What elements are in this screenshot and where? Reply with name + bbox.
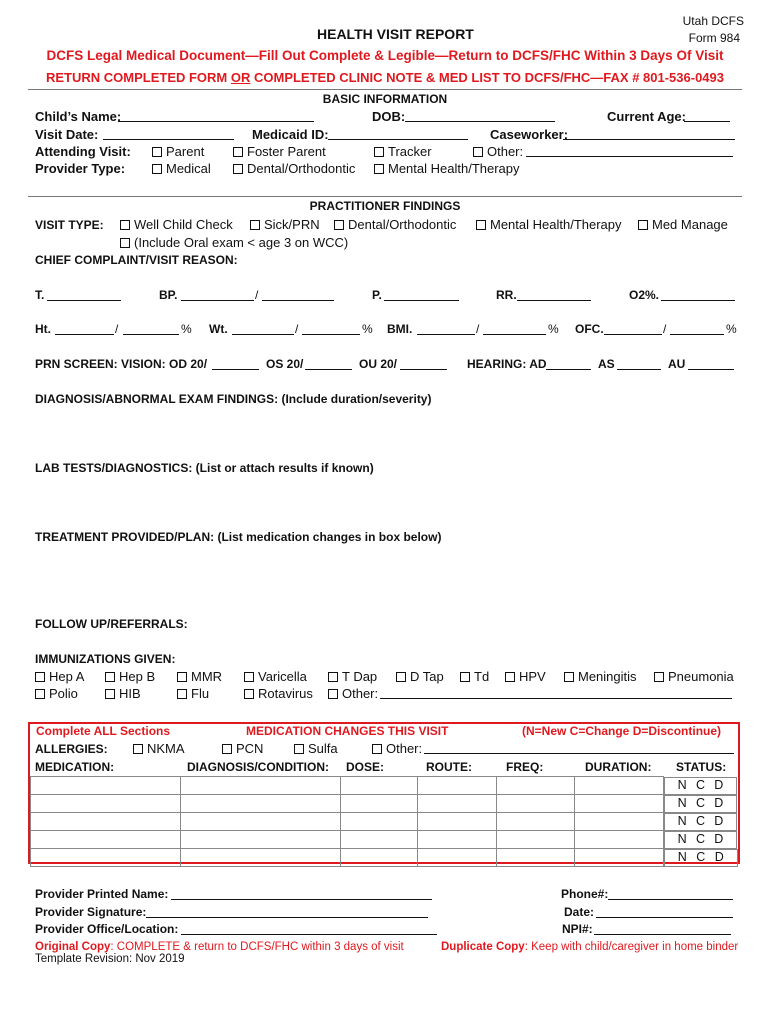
imm-tdap[interactable] (328, 669, 377, 684)
ofc-slash: / (663, 322, 667, 336)
agency-label: Utah DCFS (682, 14, 744, 28)
option-label: T Dap (342, 669, 378, 684)
bmi-slash: / (476, 322, 480, 336)
checkbox-icon (654, 672, 664, 682)
col-medication: MEDICATION: (35, 760, 115, 774)
checkbox-icon (133, 744, 143, 754)
visit-sick-prn[interactable] (250, 217, 320, 232)
status-code[interactable]: C (695, 777, 705, 792)
npi-field[interactable] (594, 922, 731, 935)
status-cell[interactable] (664, 795, 737, 813)
option-label: Sick/PRN (264, 217, 320, 232)
col-freq: FREQ: (506, 760, 544, 774)
option-label: Flu (191, 686, 210, 701)
option-label: Other: (487, 144, 524, 159)
table-cell[interactable] (418, 831, 497, 849)
visit-mental-health[interactable] (476, 217, 622, 232)
status-cell[interactable] (664, 849, 738, 867)
divider (28, 89, 742, 90)
hearing-au-field[interactable] (688, 357, 734, 370)
table-cell[interactable] (340, 849, 418, 867)
table-cell[interactable] (340, 831, 418, 849)
height-pct: % (181, 322, 192, 336)
status-code[interactable]: N (677, 795, 687, 810)
col-route: ROUTE: (426, 760, 472, 774)
provider-office-field[interactable] (181, 922, 437, 935)
current-age-label: Current Age: (607, 109, 686, 124)
option-label: Med Manage (652, 217, 728, 232)
col-dose: DOSE: (346, 760, 385, 774)
checkbox-icon (35, 672, 45, 682)
checkbox-icon (120, 238, 130, 248)
pulse-field[interactable] (384, 288, 459, 301)
weight-pct: % (362, 322, 373, 336)
attending-other[interactable] (473, 144, 523, 159)
oral-exam-option[interactable] (120, 235, 348, 250)
col-duration: DURATION: (585, 760, 652, 774)
bmi-field[interactable] (417, 322, 475, 335)
visit-well-child[interactable] (120, 217, 233, 232)
checkbox-icon (476, 220, 486, 230)
imm-hib[interactable] (105, 686, 141, 701)
original-copy-label: Original Copy (35, 941, 111, 953)
status-cell[interactable] (664, 777, 737, 795)
attending-other-field[interactable] (526, 144, 733, 157)
hearing-as-label: AS (598, 357, 615, 371)
option-label: HPV (519, 669, 546, 684)
option-label: Tracker (388, 144, 432, 159)
table-row (31, 813, 738, 831)
checkbox-icon (120, 220, 130, 230)
option-label: NKMA (147, 741, 185, 756)
attending-tracker[interactable] (374, 144, 432, 159)
table-cell[interactable] (31, 777, 181, 795)
allergy-sulfa[interactable] (294, 741, 338, 756)
findings-title: PRACTITIONER FINDINGS (309, 199, 461, 213)
imm-td[interactable] (460, 669, 489, 684)
temp-label: T. (35, 288, 45, 302)
option-label: Mental Health/Therapy (490, 217, 622, 232)
status-code[interactable]: N (677, 777, 687, 792)
table-cell[interactable] (31, 849, 181, 867)
visit-type-label: VISIT TYPE: (35, 218, 104, 232)
option-label: Hep B (119, 669, 156, 684)
dob-field[interactable] (405, 109, 555, 122)
status-code[interactable]: C (696, 849, 706, 864)
table-cell[interactable] (180, 831, 340, 849)
status-code[interactable]: D (714, 831, 724, 846)
medication-table (30, 776, 738, 867)
status-code[interactable]: C (695, 795, 705, 810)
imm-other-field[interactable] (380, 686, 732, 699)
provider-name-field[interactable] (171, 887, 432, 900)
option-label: Td (474, 669, 490, 684)
table-cell[interactable] (180, 849, 340, 867)
height-pct-field[interactable] (123, 322, 179, 335)
table-cell[interactable] (418, 777, 497, 795)
checkbox-icon (244, 689, 254, 699)
imm-rotavirus[interactable] (244, 686, 313, 701)
col-status: STATUS: (676, 760, 727, 774)
table-cell[interactable] (575, 777, 664, 795)
checkbox-icon (105, 689, 115, 699)
child-name-field[interactable] (118, 109, 314, 122)
option-label: D Tap (410, 669, 444, 684)
imm-meningitis[interactable] (564, 669, 637, 684)
hearing-label: HEARING: AD (467, 357, 547, 371)
phone-field[interactable] (608, 887, 733, 900)
weight-pct-field[interactable] (302, 322, 360, 335)
provider-dental[interactable] (233, 161, 355, 176)
hearing-as-field[interactable] (617, 357, 661, 370)
bp-systolic-field[interactable] (181, 288, 254, 301)
attending-visit-label: Attending Visit: (35, 144, 131, 159)
caseworker-field[interactable] (563, 127, 735, 140)
option-label: (Include Oral exam < age 3 on WCC) (134, 235, 349, 250)
col-diagnosis: DIAGNOSIS/CONDITION: (187, 760, 330, 774)
vision-ou-field[interactable] (400, 357, 447, 370)
imm-pneumonia[interactable] (654, 669, 734, 684)
option-label: Parent (166, 144, 205, 159)
checkbox-icon (35, 689, 45, 699)
table-cell[interactable] (340, 795, 418, 813)
return-notice-pre: RETURN COMPLETED FORM (45, 70, 231, 85)
table-cell[interactable] (31, 813, 181, 831)
allergy-nkma[interactable] (133, 741, 185, 756)
medicaid-id-label: Medicaid ID: (252, 127, 329, 142)
table-row (31, 831, 738, 849)
prn-screen-label: PRN SCREEN: VISION: OD 20/ (35, 357, 208, 371)
original-copy-note (35, 941, 404, 953)
status-cell[interactable] (664, 813, 737, 831)
lab-tests-label: LAB TESTS/DIAGNOSTICS: (List or attach results if known) (35, 461, 374, 475)
checkbox-icon (396, 672, 406, 682)
table-cell[interactable] (418, 813, 497, 831)
checkbox-icon (473, 147, 483, 157)
imm-flu[interactable] (177, 686, 209, 701)
ofc-field[interactable] (604, 322, 662, 335)
imm-varicella[interactable] (244, 669, 307, 684)
allergy-other[interactable] (372, 741, 422, 756)
medicaid-id-field[interactable] (328, 127, 468, 140)
provider-office-label: Provider Office/Location: (35, 922, 179, 936)
form-number: Form 984 (688, 31, 740, 45)
current-age-field[interactable] (684, 109, 730, 122)
page-title: HEALTH VISIT REPORT (317, 26, 474, 42)
option-label: PCN (236, 741, 264, 756)
table-cell[interactable] (418, 795, 497, 813)
rr-field[interactable] (517, 288, 591, 301)
weight-field[interactable] (232, 322, 294, 335)
phone-label: Phone#: (561, 887, 609, 901)
table-cell[interactable] (497, 849, 575, 867)
treatment-label: TREATMENT PROVIDED/PLAN: (List medication changes in box below) (35, 530, 442, 544)
chief-complaint-label: CHIEF COMPLAINT/VISIT REASON: (35, 253, 238, 267)
status-code[interactable]: C (695, 831, 705, 846)
bp-diastolic-field[interactable] (262, 288, 334, 301)
provider-name-label: Provider Printed Name: (35, 887, 169, 901)
checkbox-icon (152, 164, 162, 174)
status-code[interactable]: N (677, 849, 687, 864)
checkbox-icon (564, 672, 574, 682)
provider-medical[interactable] (152, 161, 211, 176)
visit-dental[interactable] (334, 217, 456, 232)
allergy-pcn[interactable] (222, 741, 263, 756)
height-field[interactable] (55, 322, 114, 335)
checkbox-icon (374, 164, 384, 174)
checkbox-icon (233, 147, 243, 157)
vision-ou-label: OU 20/ (359, 357, 398, 371)
status-code[interactable]: D (714, 813, 724, 828)
height-slash: / (115, 322, 119, 336)
table-row (31, 795, 738, 813)
option-label: Foster Parent (247, 144, 326, 159)
imm-hep-a[interactable] (35, 669, 84, 684)
option-label: Mental Health/Therapy (388, 161, 520, 176)
option-label: Sulfa (308, 741, 338, 756)
table-row (31, 849, 738, 867)
checkbox-icon (460, 672, 470, 682)
option-label: Dental/Orthodontic (348, 217, 457, 232)
rr-label: RR. (496, 288, 517, 302)
bmi-pct-field[interactable] (483, 322, 546, 335)
checkbox-icon (372, 744, 382, 754)
immunizations-label: IMMUNIZATIONS GIVEN: (35, 652, 176, 666)
checkbox-icon (294, 744, 304, 754)
bp-slash: / (255, 288, 259, 302)
legal-notice: DCFS Legal Medical Document—Fill Out Complete & Legible—Return to DCFS/FHC Within 3 Days Of Visit (46, 48, 724, 63)
imm-hep-b[interactable] (105, 669, 155, 684)
dob-label: DOB: (372, 109, 406, 124)
table-cell[interactable] (180, 777, 340, 795)
caseworker-label: Caseworker: (490, 127, 569, 142)
weight-label: Wt. (209, 322, 228, 336)
table-cell[interactable] (418, 849, 497, 867)
visit-date-field[interactable] (103, 127, 234, 140)
date-label: Date: (564, 905, 595, 919)
bmi-pct: % (548, 322, 559, 336)
table-cell[interactable] (340, 813, 418, 831)
npi-label: NPI#: (562, 922, 593, 936)
visit-med-manage[interactable] (638, 217, 728, 232)
checkbox-icon (222, 744, 232, 754)
return-notice-post: COMPLETED CLINIC NOTE & MED LIST TO DCFS/FHC—FAX # 801-536-0493 (250, 70, 724, 85)
table-cell[interactable] (575, 849, 664, 867)
diagnosis-label: DIAGNOSIS/ABNORMAL EXAM FINDINGS: (Include duration/severity) (35, 392, 432, 406)
option-label: Meningitis (578, 669, 637, 684)
option-label: Dental/Orthodontic (247, 161, 356, 176)
imm-polio[interactable] (35, 686, 78, 701)
status-code[interactable]: N (677, 813, 687, 828)
vision-os-field[interactable] (305, 357, 352, 370)
checkbox-icon (177, 689, 187, 699)
provider-mental-health[interactable] (374, 161, 520, 176)
table-cell[interactable] (180, 813, 340, 831)
imm-mmr[interactable] (177, 669, 222, 684)
table-cell[interactable] (497, 813, 575, 831)
vision-od-field[interactable] (212, 357, 259, 370)
return-notice-or: OR (230, 70, 251, 85)
table-cell[interactable] (575, 795, 664, 813)
duplicate-copy-note (441, 941, 738, 953)
imm-hpv[interactable] (505, 669, 546, 684)
imm-dtap[interactable] (396, 669, 444, 684)
return-notice (0, 70, 770, 85)
attending-parent[interactable] (152, 144, 204, 159)
provider-signature-field[interactable] (146, 905, 428, 918)
checkbox-icon (638, 220, 648, 230)
option-label: Varicella (258, 669, 307, 684)
status-code[interactable]: D (714, 849, 724, 864)
table-cell[interactable] (180, 795, 340, 813)
table-cell[interactable] (31, 795, 181, 813)
provider-signature-label: Provider Signature: (35, 905, 147, 919)
checkbox-icon (328, 689, 338, 699)
status-code[interactable]: D (714, 795, 724, 810)
table-cell[interactable] (497, 795, 575, 813)
option-label: Other: (386, 741, 423, 756)
option-label: Other: (342, 686, 379, 701)
option-label: Well Child Check (134, 217, 233, 232)
follow-up-label: FOLLOW UP/REFERRALS: (35, 617, 188, 631)
status-code[interactable]: C (695, 813, 705, 828)
temp-field[interactable] (47, 288, 121, 301)
checkbox-icon (244, 672, 254, 682)
hearing-au-label: AU (668, 357, 686, 371)
checkbox-icon (334, 220, 344, 230)
ofc-pct: % (726, 322, 737, 336)
height-label: Ht. (35, 322, 51, 336)
provider-type-label: Provider Type: (35, 161, 126, 176)
o2-label: O2%. (629, 288, 660, 302)
vision-os-label: OS 20/ (266, 357, 304, 371)
checkbox-icon (505, 672, 515, 682)
complete-all-label: Complete ALL Sections (36, 724, 171, 738)
table-cell[interactable] (31, 831, 181, 849)
attending-foster-parent[interactable] (233, 144, 326, 159)
weight-slash: / (295, 322, 299, 336)
template-revision: Template Revision: Nov 2019 (35, 953, 185, 965)
option-label: HIB (119, 686, 141, 701)
allergy-other-field[interactable] (424, 741, 734, 754)
visit-date-label: Visit Date: (35, 127, 99, 142)
table-row (31, 777, 738, 795)
table-cell[interactable] (575, 831, 664, 849)
o2-field[interactable] (661, 288, 735, 301)
child-name-label: Child’s Name: (35, 109, 122, 124)
checkbox-icon (177, 672, 187, 682)
status-code[interactable]: D (714, 777, 724, 792)
checkbox-icon (105, 672, 115, 682)
option-label: Rotavirus (258, 686, 313, 701)
original-copy-text: : COMPLETE & return to DCFS/FHC within 3 days of visit (110, 941, 404, 953)
table-cell[interactable] (497, 831, 575, 849)
option-label: Polio (49, 686, 78, 701)
status-legend: (N=New C=Change D=Discontinue) (522, 724, 722, 738)
allergies-label: ALLERGIES: (35, 742, 108, 756)
checkbox-icon (328, 672, 338, 682)
bp-label: BP. (159, 288, 178, 302)
option-label: MMR (191, 669, 223, 684)
checkbox-icon (152, 147, 162, 157)
table-cell[interactable] (340, 777, 418, 795)
duplicate-copy-text: : Keep with child/caregiver in home binder (524, 941, 739, 953)
hearing-ad-field[interactable] (546, 357, 591, 370)
date-field[interactable] (596, 905, 733, 918)
status-code[interactable]: N (677, 831, 687, 846)
pulse-label: P. (372, 288, 382, 302)
ofc-pct-field[interactable] (670, 322, 724, 335)
bmi-label: BMI. (387, 322, 413, 336)
option-label: Pneumonia (668, 669, 734, 684)
imm-other[interactable] (328, 686, 378, 701)
option-label: Hep A (49, 669, 85, 684)
status-cell[interactable] (664, 831, 737, 849)
basic-info-title: BASIC INFORMATION (322, 92, 448, 106)
ofc-label: OFC. (575, 322, 604, 336)
checkbox-icon (233, 164, 243, 174)
medication-changes-title: MEDICATION CHANGES THIS VISIT (246, 724, 449, 738)
option-label: Medical (166, 161, 211, 176)
checkbox-icon (374, 147, 384, 157)
duplicate-copy-label: Duplicate Copy (441, 941, 525, 953)
checkbox-icon (250, 220, 260, 230)
table-cell[interactable] (497, 777, 575, 795)
divider (28, 196, 742, 197)
table-cell[interactable] (575, 813, 664, 831)
